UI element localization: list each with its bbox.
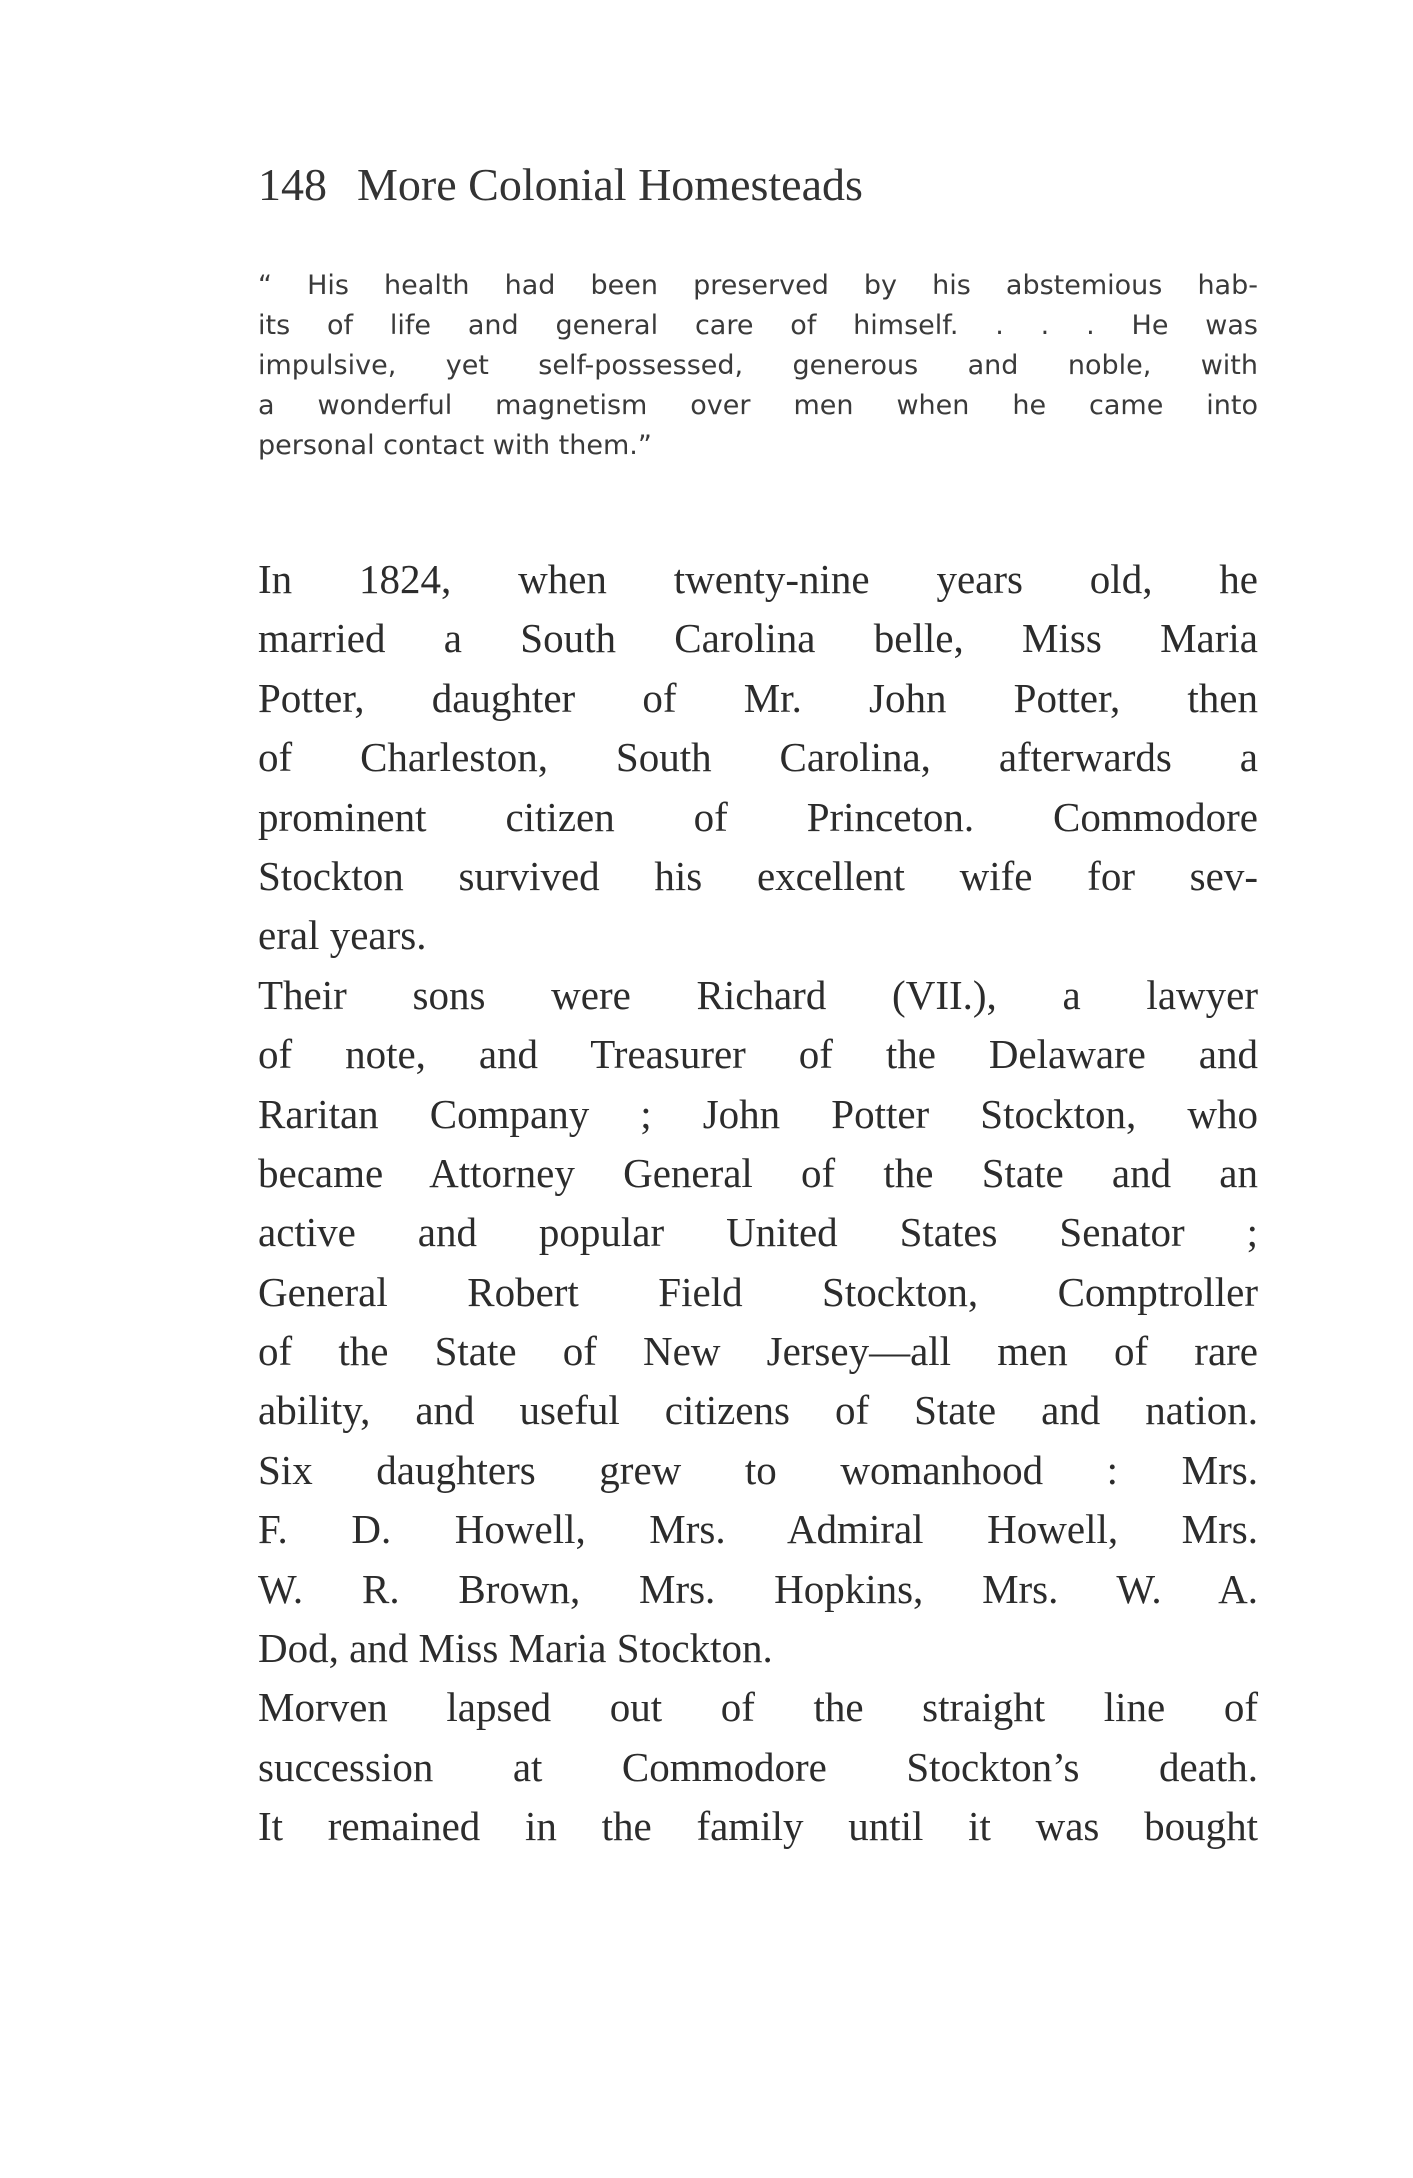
body-line: became Attorney General of the State and an	[258, 1149, 1258, 1196]
quote-line: impulsive, yet self-possessed, generous and noble, with	[258, 350, 1258, 381]
body-line: F. D. Howell, Mrs. Admiral Howell, Mrs.	[258, 1506, 1258, 1553]
body-line: active and popular United States Senator ;	[258, 1209, 1258, 1256]
page-number: 148	[258, 159, 327, 210]
body-line: prominent citizen of Princeton. Commodore	[258, 793, 1258, 840]
body-line: Six daughters grew to womanhood : Mrs.	[258, 1446, 1258, 1493]
running-head	[258, 150, 1258, 220]
body-line: Raritan Company ; John Potter Stockton, who	[258, 1090, 1258, 1137]
quotation-block	[258, 266, 1258, 466]
body-line: Stockton survived his excellent wife for sev-	[258, 852, 1258, 899]
body-text	[258, 550, 1258, 1857]
body-line: Their sons were Richard (VII.), a lawyer	[258, 971, 1258, 1018]
body-line: General Robert Field Stockton, Comptroller	[258, 1268, 1258, 1315]
body-line: It remained in the family until it was bought	[258, 1803, 1258, 1850]
body-line: of note, and Treasurer of the Delaware and	[258, 1031, 1258, 1078]
quote-line: a wonderful magnetism over men when he came into	[258, 390, 1258, 421]
quote-line: “ His health had been preserved by his abstemious hab-	[258, 270, 1258, 301]
body-line: of the State of New Jersey—all men of rare	[258, 1328, 1258, 1375]
body-line: succession at Commodore Stockton’s death.	[258, 1743, 1258, 1790]
running-title: More Colonial Homesteads	[357, 159, 863, 210]
body-line: Morven lapsed out of the straight line of	[258, 1684, 1258, 1731]
body-line: married a South Carolina belle, Miss Maria	[258, 615, 1258, 662]
body-line: W. R. Brown, Mrs. Hopkins, Mrs. W. A.	[258, 1565, 1258, 1612]
body-line: In 1824, when twenty-nine years old, he	[258, 556, 1258, 602]
body-line: Potter, daughter of Mr. John Potter, then	[258, 674, 1258, 721]
body-line: ability, and useful citizens of State and nation.	[258, 1387, 1258, 1434]
body-line: Dod, and Miss Maria Stockton.	[258, 1625, 773, 1672]
quote-line: its of life and general care of himself. . . . He was	[258, 310, 1258, 341]
quote-line: personal contact with them.”	[258, 430, 652, 461]
body-line: of Charleston, South Carolina, afterwards a	[258, 734, 1258, 781]
body-line: eral years.	[258, 912, 427, 959]
